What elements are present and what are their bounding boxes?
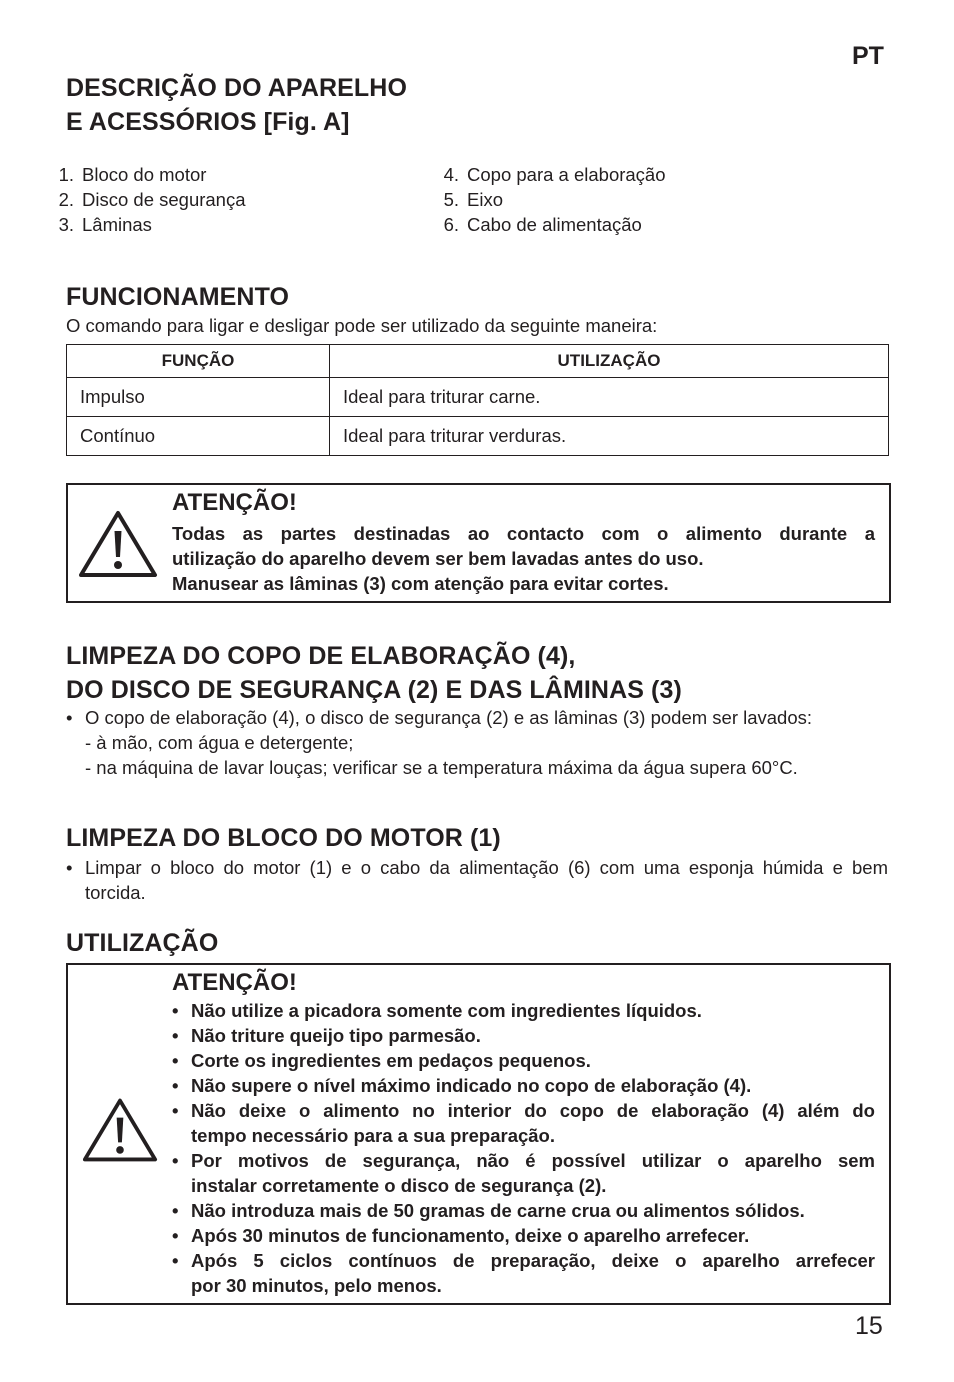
warning-item-text: Não supere o nível máximo indicado no copo de elaboração (4).	[191, 1075, 752, 1096]
table-header-funcao: FUNÇÃO	[67, 345, 330, 378]
parts-list-right	[427, 162, 666, 237]
item-number: 4.	[443, 164, 459, 185]
warning-list-item	[172, 1148, 875, 1198]
warning-item-text: Após 30 minutos de funcionamento, deixe o aparelho arrefecer.	[191, 1225, 750, 1246]
table-header-row	[67, 345, 889, 378]
list-item	[427, 212, 666, 237]
warning-list-item	[172, 1223, 875, 1248]
bullet-dot: •	[172, 1025, 179, 1046]
bullet-dot: •	[66, 857, 73, 878]
funcionamento-heading: FUNCIONAMENTO	[66, 283, 290, 311]
list-item	[427, 162, 666, 187]
usage-warning-list	[172, 998, 875, 1298]
cleaning-bowl-text	[66, 705, 888, 780]
warning-item-text	[191, 1098, 875, 1148]
warning-item-text: Não utilize a picadora somente com ingredientes líquidos.	[191, 1000, 702, 1021]
language-code: PT	[852, 42, 884, 70]
warning-line: Não deixe o alimento no interior do copo de elaboração (4) além do	[191, 1100, 875, 1121]
bullet-dot: •	[172, 1000, 179, 1021]
description-heading	[66, 71, 407, 139]
warning-triangle-icon	[82, 1096, 158, 1164]
item-label: Lâminas	[82, 214, 152, 235]
warning-list-item	[172, 1048, 875, 1073]
bullet-dot: •	[172, 1100, 179, 1121]
warning-line: Após 5 ciclos contínuos de preparação, deixe o aparelho arrefecer	[191, 1250, 875, 1271]
table-header-utilizacao: UTILIZAÇÃO	[330, 345, 889, 378]
cleaning-motor-text	[66, 855, 888, 905]
item-label: Copo para a elaboração	[467, 164, 666, 185]
table-row	[67, 417, 889, 456]
warning-line: por 30 minutos, pelo menos.	[191, 1275, 442, 1296]
table-cell: Ideal para triturar verduras.	[330, 417, 889, 456]
warning-title: ATENÇÃO!	[172, 489, 297, 516]
bullet-line: Limpar o bloco do motor (1) e o cabo da alimentação (6) com uma esponja húmida e bem	[85, 857, 888, 878]
item-number: 3.	[58, 214, 74, 235]
table-cell: Impulso	[67, 378, 330, 417]
bullet-item	[66, 705, 888, 730]
list-item	[42, 187, 246, 212]
bullet-dot: •	[172, 1150, 179, 1171]
item-label: Eixo	[467, 189, 503, 210]
warning-list-item	[172, 1198, 875, 1223]
cleaning-bowl-heading	[66, 639, 682, 707]
warning-line: tempo necessário para a sua preparação.	[191, 1125, 556, 1146]
bullet-text: O copo de elaboração (4), o disco de segurança (2) e as lâminas (3) podem ser lavados:	[85, 707, 813, 728]
table-cell: Contínuo	[67, 417, 330, 456]
item-label: Disco de segurança	[82, 189, 246, 210]
item-number: 1.	[58, 164, 74, 185]
warning-triangle-icon	[78, 509, 158, 579]
bullet-dot: •	[172, 1225, 179, 1246]
warning-item-text: Corte os ingredientes em pedaços pequenos.	[191, 1050, 591, 1071]
list-item	[427, 187, 666, 212]
warning-item-text	[191, 1248, 875, 1298]
cleaning-motor-heading: LIMPEZA DO BLOCO DO MOTOR (1)	[66, 824, 501, 852]
warning-line: instalar corretamente o disco de segurança (2).	[191, 1175, 607, 1196]
description-heading-line1: DESCRIÇÃO DO APARELHO	[66, 74, 408, 102]
warning-list-item	[172, 1073, 875, 1098]
description-heading-line2: E ACESSÓRIOS [Fig. A]	[66, 108, 350, 136]
warning-list-item	[172, 1248, 875, 1298]
warning-list-item	[172, 1098, 875, 1148]
table-row	[67, 378, 889, 417]
bullet-dot: •	[172, 1250, 179, 1271]
bullet-text	[85, 855, 888, 905]
sub-item: - à mão, com água e detergente;	[85, 732, 354, 753]
warning-line: utilização do aparelho devem ser bem lavadas antes do uso.	[172, 548, 704, 569]
cleaning-bowl-heading-line2: DO DISCO DE SEGURANÇA (2) E DAS LÂMINAS (3)	[66, 676, 682, 704]
item-number: 6.	[443, 214, 459, 235]
parts-list-left	[42, 162, 246, 237]
cleaning-bowl-heading-line1: LIMPEZA DO COPO DE ELABORAÇÃO (4),	[66, 642, 576, 670]
sub-item: - na máquina de lavar louças; verificar se a temperatura máxima da água supera 60°C.	[85, 757, 798, 778]
warning-line: Todas as partes destinadas ao contacto com o alimento durante a	[172, 523, 875, 544]
warning-item-text: Não introduza mais de 50 gramas de carne crua ou alimentos sólidos.	[191, 1200, 805, 1221]
warning-item-text: Não triture queijo tipo parmesão.	[191, 1025, 481, 1046]
list-item	[42, 162, 246, 187]
item-label: Cabo de alimentação	[467, 214, 642, 235]
warning-line: Manusear as lâminas (3) com atenção para evitar cortes.	[172, 573, 669, 594]
bullet-line: torcida.	[85, 882, 146, 903]
function-table	[66, 344, 889, 456]
warning-text	[172, 521, 875, 596]
warning-item-text	[191, 1148, 875, 1198]
funcionamento-intro: O comando para ligar e desligar pode ser utilizado da seguinte maneira:	[66, 315, 658, 336]
item-number: 5.	[443, 189, 459, 210]
warning-title: ATENÇÃO!	[172, 969, 297, 996]
warning-line: Por motivos de segurança, não é possível utilizar o aparelho sem	[191, 1150, 875, 1171]
item-label: Bloco do motor	[82, 164, 207, 185]
item-number: 2.	[58, 189, 74, 210]
bullet-item	[66, 855, 888, 905]
warning-box-hygiene	[66, 483, 891, 603]
warning-list-item	[172, 1023, 875, 1048]
bullet-dot: •	[172, 1075, 179, 1096]
bullet-dot: •	[66, 707, 73, 728]
usage-heading: UTILIZAÇÃO	[66, 929, 219, 957]
bullet-dot: •	[172, 1200, 179, 1221]
table-cell: Ideal para triturar carne.	[330, 378, 889, 417]
bullet-dot: •	[172, 1050, 179, 1071]
page-number: 15	[855, 1312, 883, 1340]
list-item	[42, 212, 246, 237]
warning-list-item	[172, 998, 875, 1023]
